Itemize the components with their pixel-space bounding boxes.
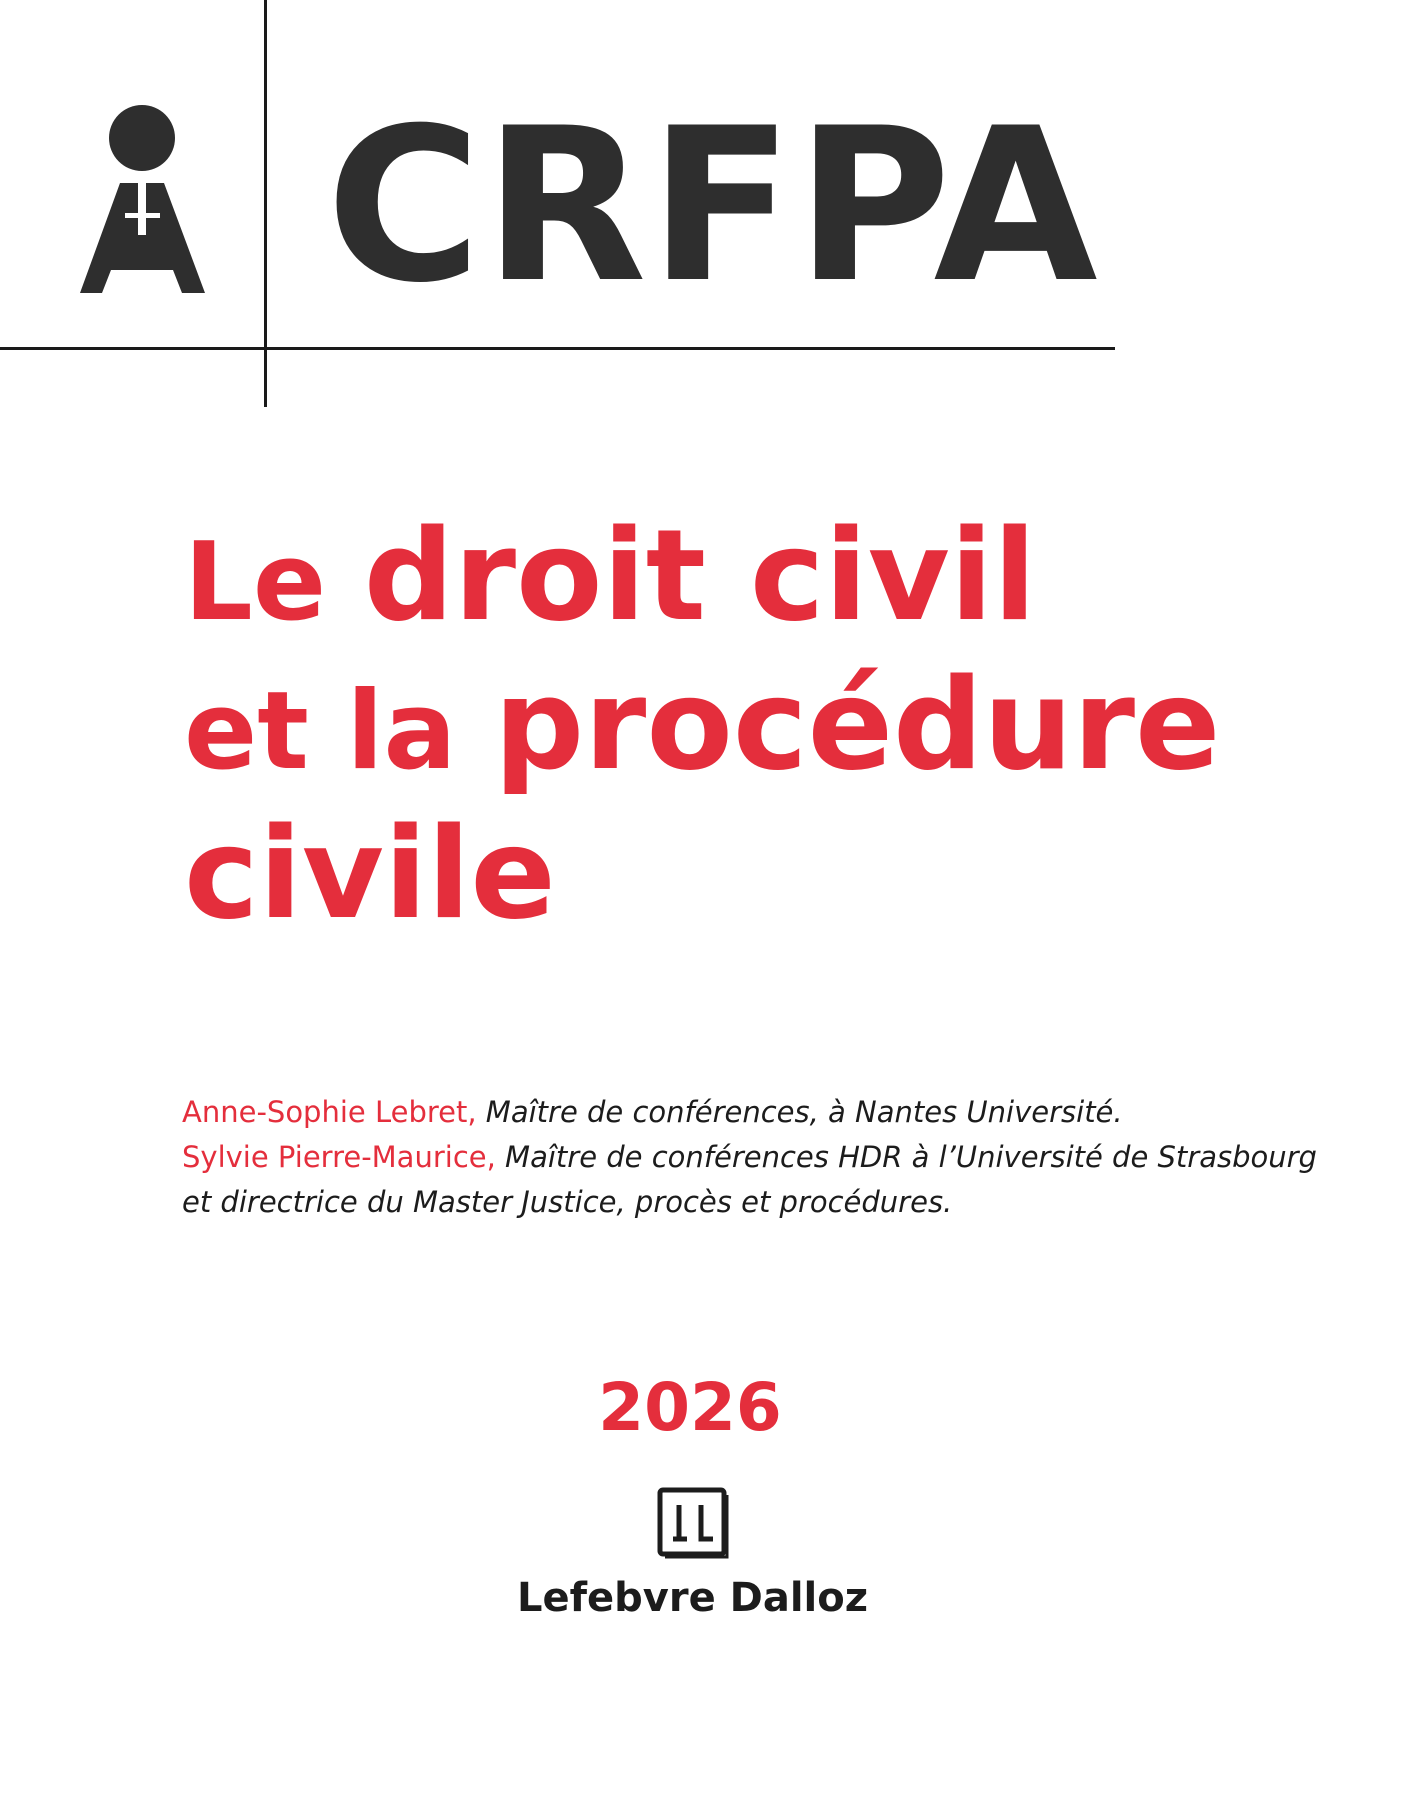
author-row <box>182 1090 1317 1135</box>
horizontal-rule <box>0 347 1115 350</box>
author-row <box>182 1135 1317 1180</box>
title-word: et la <box>184 669 457 794</box>
title-line-3 <box>184 800 1221 952</box>
title-line-2 <box>184 651 1221 803</box>
publisher-name: Lefebvre Dalloz <box>516 1575 868 1621</box>
lawyer-figure-icon <box>80 105 205 300</box>
vertical-rule <box>264 0 267 407</box>
title-word: Le <box>184 520 327 645</box>
title-word-large: civile <box>184 800 556 947</box>
book-title <box>184 502 1221 952</box>
authors-block <box>182 1090 1317 1225</box>
title-line-1 <box>184 502 1221 654</box>
title-word-large: procédure <box>493 651 1221 798</box>
lefebvre-dalloz-logo-icon <box>657 1487 729 1561</box>
brand-title: CRFPA <box>326 82 1100 329</box>
author-role: Maître de conférences HDR à l’Université de Strasbourg <box>505 1140 1317 1174</box>
author-name: Sylvie Pierre-Maurice, <box>182 1140 496 1174</box>
edition-year: 2026 <box>598 1369 782 1446</box>
author-role: Maître de conférences, à Nantes Université. <box>485 1095 1123 1129</box>
author-role-continued: et directrice du Master Justice, procès et procédures. <box>182 1185 953 1219</box>
title-word-large: droit civil <box>363 502 1037 649</box>
author-name: Anne-Sophie Lebret, <box>182 1095 477 1129</box>
